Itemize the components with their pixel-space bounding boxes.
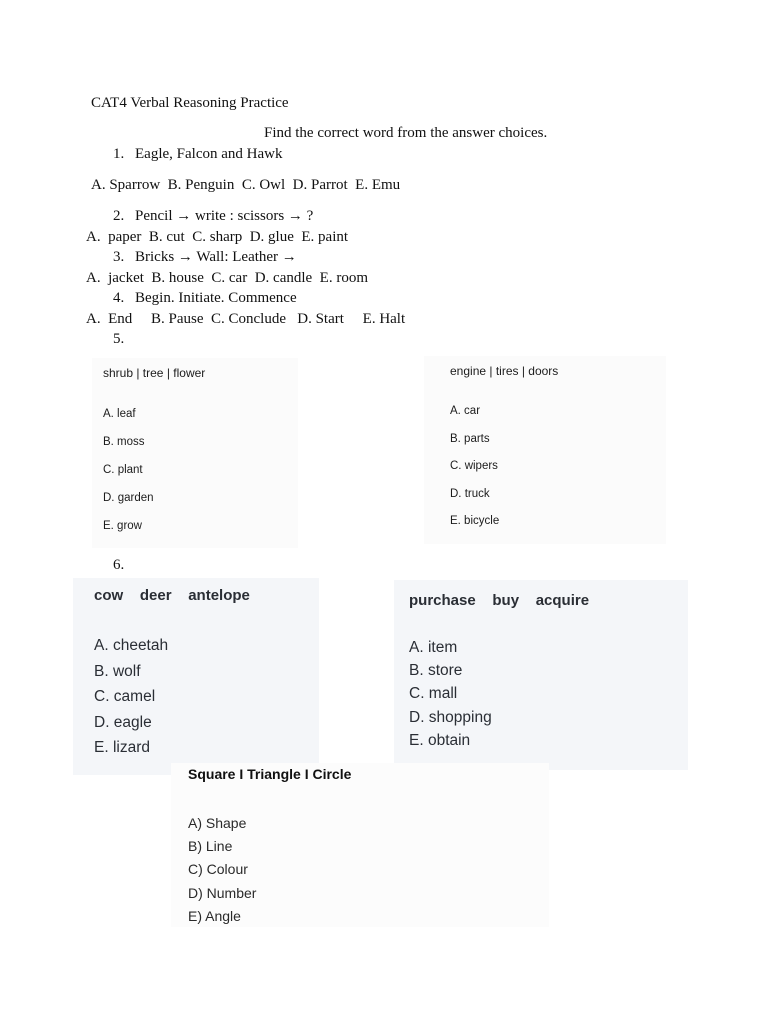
question-4-answers: A. End B. Pause C. Conclude D. Start E. Halt: [86, 311, 406, 327]
q6-right-option-c: C. mall: [409, 685, 458, 702]
q6-right-option-a: A. item: [409, 639, 458, 656]
q6-left-option-c: C. camel: [94, 688, 156, 705]
question-3-text: Bricks → Wall: Leather →: [135, 249, 297, 265]
q6-left-prompt: cow deer antelope: [94, 587, 250, 604]
q5-left-prompt: shrub | tree | flower: [103, 366, 206, 380]
q5-right-option-d: D. truck: [450, 488, 490, 500]
q5-right-option-c: C. wipers: [450, 460, 498, 472]
q7-option-e: E) Angle: [188, 908, 241, 924]
q6-right-card: [394, 580, 688, 770]
q6-left-option-e: E. lizard: [94, 739, 150, 756]
q5-right-option-a: A. car: [450, 405, 481, 417]
question-4-number: 4.: [113, 290, 125, 306]
q5-right-prompt: engine | tires | doors: [450, 364, 559, 378]
q5-right-card: [424, 356, 666, 544]
q6-left-option-b: B. wolf: [94, 663, 141, 680]
q6-right-option-d: D. shopping: [409, 709, 492, 726]
q7-prompt: Square I Triangle I Circle: [188, 766, 352, 782]
question-4-text: Begin. Initiate. Commence: [135, 290, 297, 306]
question-2-number: 2.: [113, 208, 125, 224]
q6-right-option-e: E. obtain: [409, 732, 471, 749]
question-6-number: 6.: [113, 557, 125, 573]
q6-right-prompt: purchase buy acquire: [409, 592, 590, 609]
q6-left-option-a: A. cheetah: [94, 637, 169, 654]
q6-left-card: [73, 578, 319, 775]
q5-left-option-c: C. plant: [103, 464, 143, 476]
q7-option-a: A) Shape: [188, 815, 247, 831]
q5-left-card: [92, 358, 298, 548]
q6-right-option-b: B. store: [409, 662, 463, 679]
question-5-number: 5.: [113, 331, 125, 347]
instruction-text: Find the correct word from the answer choices.: [264, 125, 548, 141]
question-1-number: 1.: [113, 146, 125, 162]
q7-option-d: D) Number: [188, 885, 257, 901]
q5-left-option-b: B. moss: [103, 436, 145, 448]
q5-left-option-d: D. garden: [103, 492, 154, 504]
question-2-text: Pencil → write : scissors → ?: [135, 208, 314, 224]
question-1-text: Eagle, Falcon and Hawk: [135, 146, 283, 162]
q7-option-c: C) Colour: [188, 861, 248, 877]
q5-left-option-e: E. grow: [103, 520, 142, 532]
q6-left-option-d: D. eagle: [94, 714, 152, 731]
q5-right-option-b: B. parts: [450, 433, 490, 445]
q7-option-b: B) Line: [188, 838, 233, 854]
question-3-answers: A. jacket B. house C. car D. candle E. room: [86, 270, 369, 286]
q7-card: [171, 763, 549, 927]
question-2-answers: A. paper B. cut C. sharp D. glue E. paint: [86, 229, 349, 245]
page-title: CAT4 Verbal Reasoning Practice: [91, 95, 289, 111]
question-3-number: 3.: [113, 249, 125, 265]
question-1-answers: A. Sparrow B. Penguin C. Owl D. Parrot E. Emu: [91, 177, 401, 193]
q5-right-option-e: E. bicycle: [450, 515, 500, 527]
q5-left-option-a: A. leaf: [103, 408, 136, 420]
